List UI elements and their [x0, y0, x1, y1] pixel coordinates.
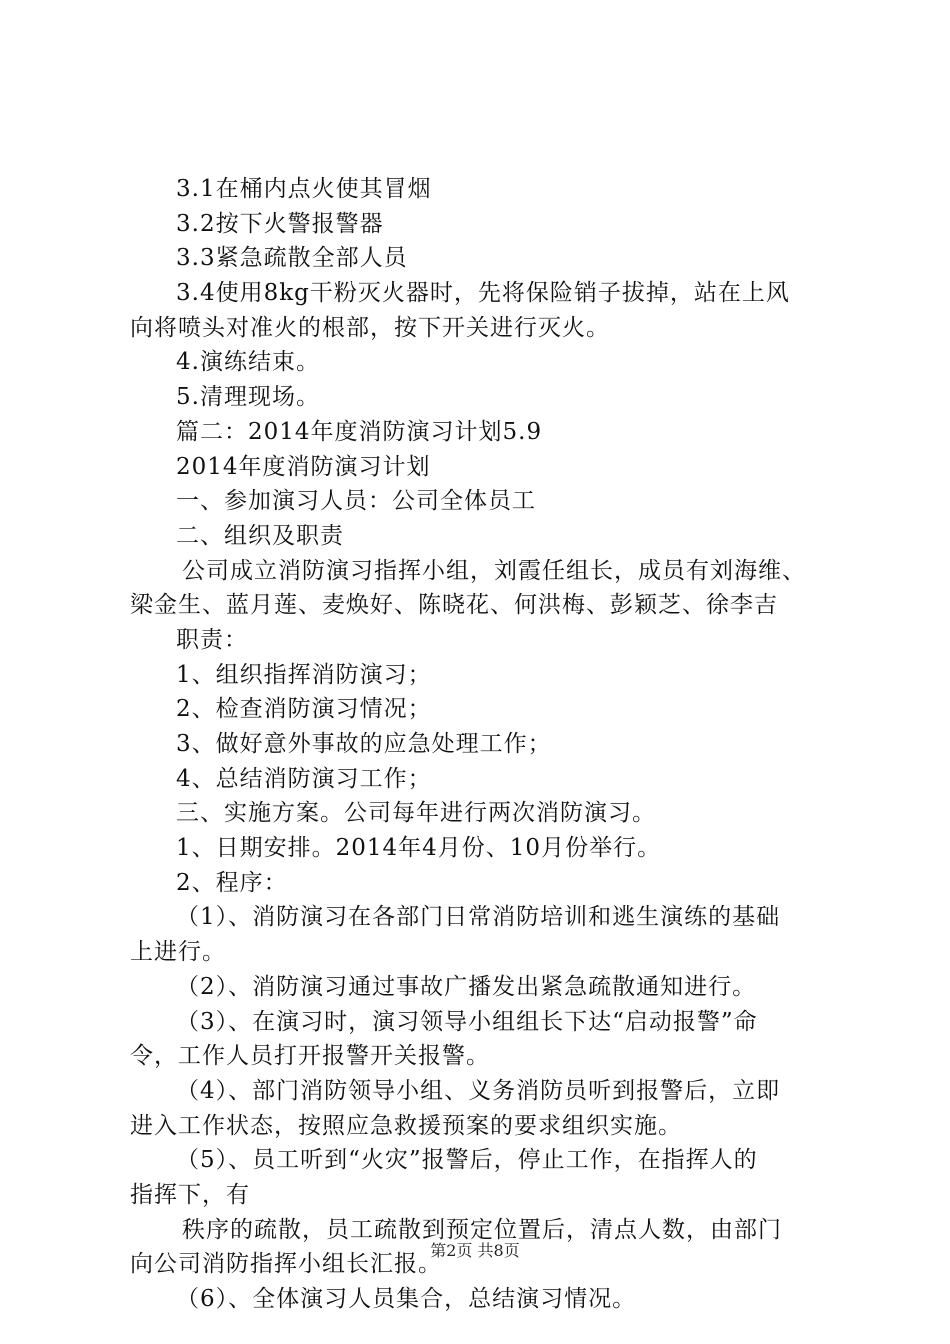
text-line: （1）、消防演习在各部门日常消防培训和逃生演练的基础 — [176, 904, 781, 931]
text-line: 秩序的疏散，员工疏散到预定位置后，清点人数，由部门 — [182, 1216, 782, 1243]
text-line: （6）、全体演习人员集合，总结演习情况。 — [176, 1286, 637, 1312]
document-body — [130, 172, 830, 1317]
text-line: 向将喷头对准火的根部，按下开关进行灭火。 — [130, 314, 610, 341]
text-line: 三、实施方案。公司每年进行两次消防演习。 — [176, 800, 656, 827]
text-line: 上进行。 — [130, 939, 226, 966]
text-line: 4.演练结束。 — [176, 349, 320, 376]
text-line: 梁金生、蓝月莲、麦焕好、陈晓花、何洪梅、彭颖芝、徐李吉 — [130, 592, 778, 619]
text-line: 2、检查消防演习情况； — [176, 696, 432, 723]
text-line: 令，工作人员打开报警开关报警。 — [130, 1043, 490, 1070]
text-line: 4、总结消防演习工作； — [176, 765, 432, 792]
text-line: 1、日期安排。2014年4月份、10月份举行。 — [176, 835, 662, 862]
text-line: 进入工作状态，按照应急救援预案的要求组织实施。 — [130, 1112, 682, 1139]
text-line: （4）、部门消防领导小组、义务消防员听到报警后，立即 — [176, 1077, 781, 1104]
text-line: （5）、员工听到“火灾”报警后，停止工作，在指挥人的 — [176, 1147, 758, 1174]
text-line: 二、组织及职责 — [176, 522, 344, 549]
text-line: 3.2按下火警报警器 — [176, 210, 384, 237]
text-line: 指挥下，有 — [130, 1181, 250, 1208]
text-line: 1、组织指挥消防演习； — [176, 661, 432, 688]
text-line: 3.4使用8kg干粉灭火器时，先将保险销子拔掉，站在上风 — [176, 280, 790, 307]
text-line: 2、程序： — [176, 869, 288, 896]
text-line: （2）、消防演习通过事故广播发出紧急疏散通知进行。 — [176, 973, 757, 1000]
text-line: 3、做好意外事故的应急处理工作； — [176, 731, 552, 757]
text-line: 公司成立消防演习指挥小组，刘霞任组长，成员有刘海维、 — [182, 557, 806, 584]
text-line: 3.3紧急疏散全部人员 — [176, 245, 408, 272]
document-title: 2014年度消防演习计划 — [176, 453, 431, 480]
text-line: 职责： — [176, 626, 248, 653]
text-line: 5.清理现场。 — [176, 384, 320, 411]
text-line: 3.1在桶内点火使其冒烟 — [176, 176, 432, 202]
text-line: 向公司消防指挥小组长汇报。 — [130, 1251, 442, 1278]
page-number-footer: 第2页 共8页 — [430, 1241, 520, 1260]
text-line: 一、参加演习人员：公司全体员工 — [176, 488, 536, 515]
section-heading: 篇二：2014年度消防演习计划5.9 — [176, 418, 543, 445]
text-line: （3）、在演习时，演习领导小组组长下达“启动报警”命 — [176, 1008, 758, 1035]
